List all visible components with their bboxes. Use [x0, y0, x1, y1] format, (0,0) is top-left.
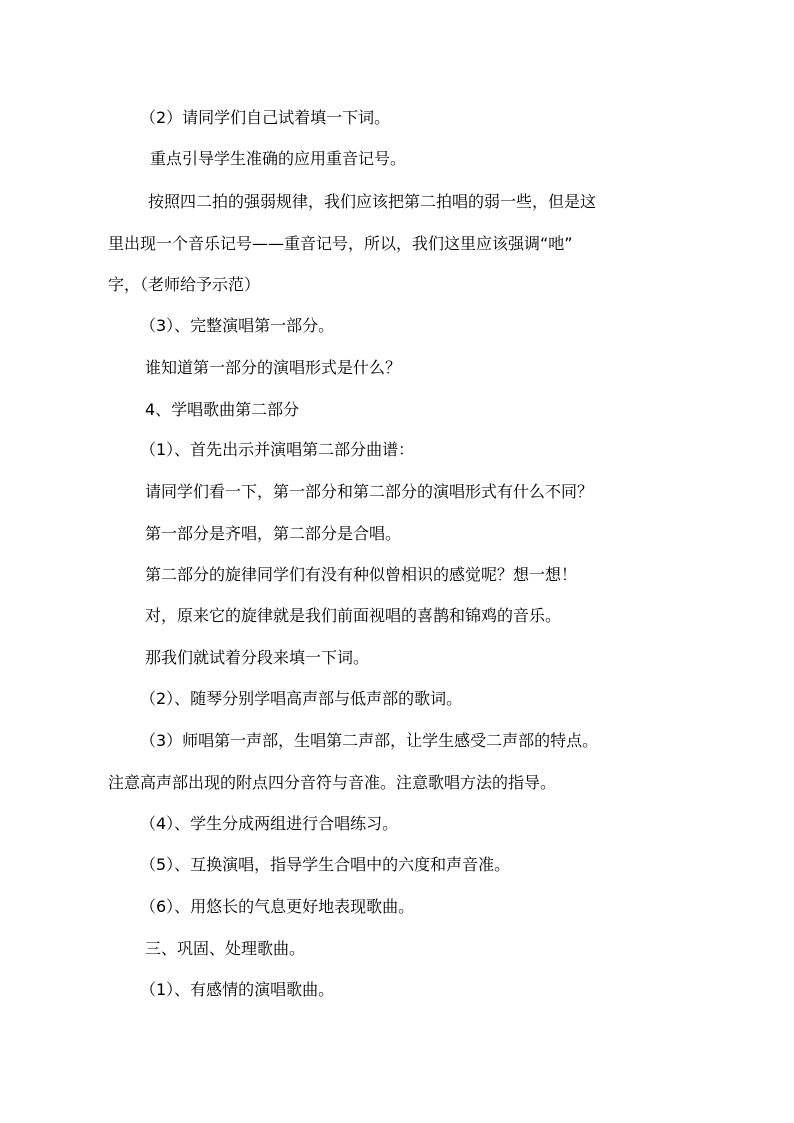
section-heading-part-two: 4、学唱歌曲第二部分 — [145, 400, 300, 419]
paragraph-step-3: （3）、完整演唱第一部分。 — [140, 316, 335, 335]
paragraph-unison-chorus: 第一部分是齐唱，第二部分是合唱。 — [145, 524, 402, 543]
paragraph-step-5: （5）、互换演唱，指导学生合唱中的六度和声音准。 — [140, 855, 511, 874]
paragraph-dotted-note: 注意高声部出现的附点四分音符与音准。注意歌唱方法的指导。 — [108, 773, 557, 792]
paragraph-sing-with-emotion: （1）、有感情的演唱歌曲。 — [140, 980, 335, 999]
paragraph-accent-mark: 重点引导学生准确的应用重音记号。 — [150, 149, 407, 168]
paragraph-fill-lyrics: （2）请同学们自己试着填一下词。 — [140, 108, 391, 127]
paragraph-fill-by-section: 那我们就试着分段来填一下词。 — [145, 648, 370, 667]
paragraph-melody-source: 对，原来它的旋律就是我们前面视唱的喜鹊和锦鸡的音乐。 — [145, 606, 562, 625]
paragraph-step-1: （1）、首先出示并演唱第二部分曲谱： — [140, 440, 415, 459]
paragraph-compare-forms: 请同学们看一下，第一部分和第二部分的演唱形式有什么不同？ — [145, 482, 594, 501]
paragraph-question-form: 谁知道第一部分的演唱形式是什么？ — [145, 358, 402, 377]
paragraph-step-4: （4）、学生分成两组进行合唱练习。 — [140, 814, 399, 833]
paragraph-rhythm-line-1: 按照四二拍的强弱规律，我们应该把第二拍唱的弱一些，但是这 — [148, 192, 597, 211]
section-heading-consolidate: 三、巩固、处理歌曲。 — [145, 939, 306, 958]
paragraph-step-6: （6）、用悠长的气息更好地表现歌曲。 — [140, 897, 415, 916]
paragraph-step-3-voices: （3）师唱第一声部，生唱第二声部，让学生感受二声部的特点。 — [140, 731, 599, 750]
paragraph-rhythm-line-3: 字，（老师给予示范） — [108, 275, 261, 294]
paragraph-step-2: （2）、随琴分别学唱高声部与低声部的歌词。 — [140, 689, 463, 708]
paragraph-familiar-melody: 第二部分的旋律同学们有没有种似曾相识的感觉呢？想一想！ — [145, 565, 578, 584]
paragraph-rhythm-line-2: 里出现一个音乐记号——重音记号，所以，我们这里应该强调“吔” — [108, 234, 573, 253]
